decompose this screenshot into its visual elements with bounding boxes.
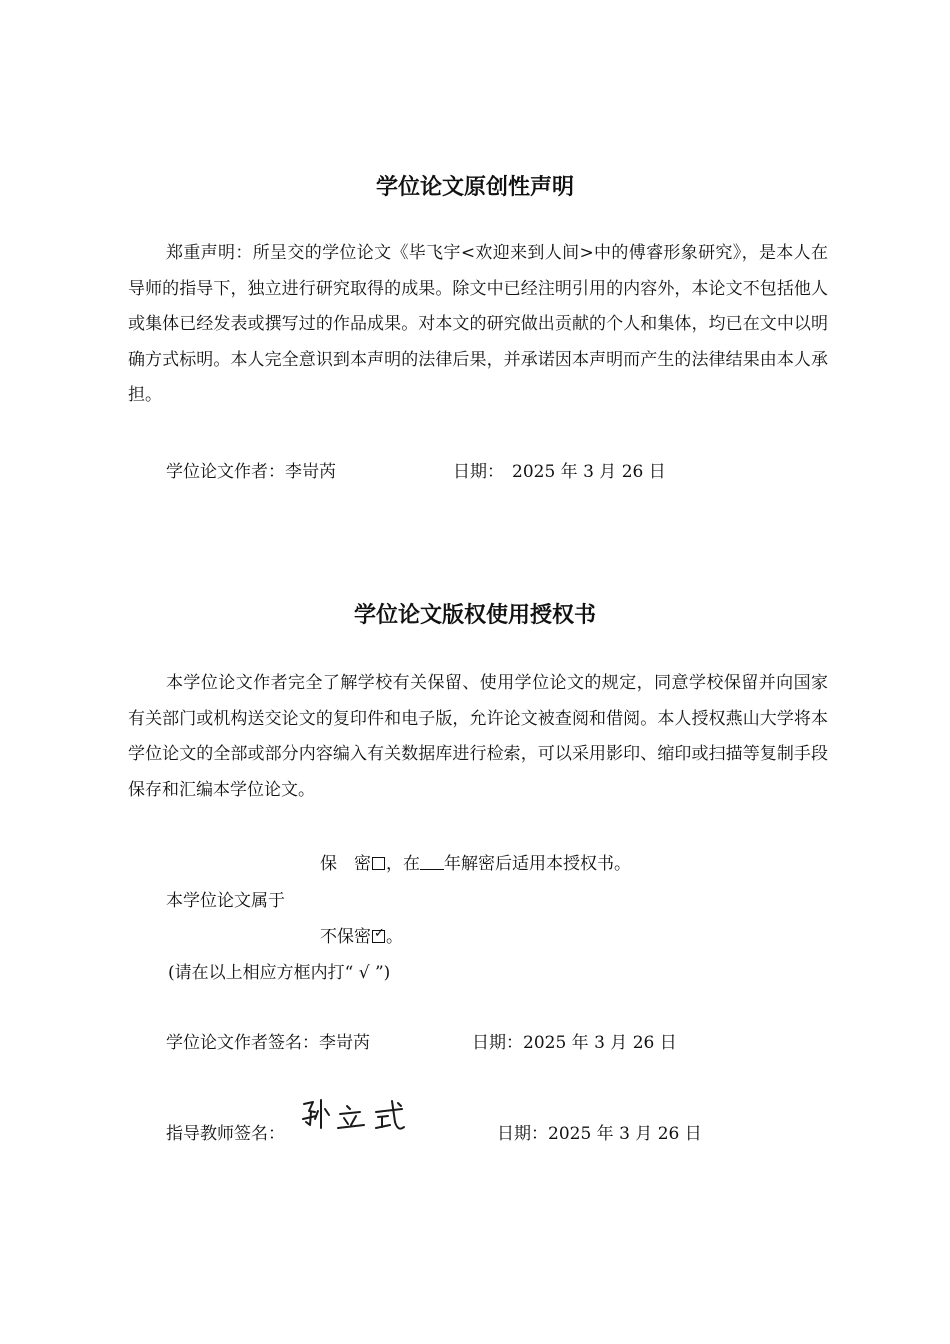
advisor-sign-label: 指导教师签名：: [166, 1124, 285, 1144]
advisor-date-value: 2025 年 3 月 26 日: [548, 1124, 702, 1144]
not-secret-option-suffix: 。: [386, 927, 403, 947]
declaration-title: 学位论文原创性声明: [375, 175, 574, 200]
declaration-author-label: 学位论文作者：: [166, 462, 285, 482]
secret-checkbox[interactable]: [372, 857, 385, 870]
secret-option-label: 保 密: [320, 854, 371, 874]
declaration-date-value: 2025 年 3 月 26 日: [512, 462, 666, 482]
secret-years-blank[interactable]: [420, 855, 444, 870]
secret-option-middle: ，在: [386, 854, 420, 874]
declaration-date-line: [453, 457, 666, 482]
not-secret-option-label: 不保密: [320, 927, 371, 947]
authorization-body: 本学位论文作者完全了解学校有关保留、使用学位论文的规定，同意学校保留并向国家有关部门或机构送交论文的复印件和电子版，允许论文被查阅和借阅。本人授权燕山大学将本学位论文的全部或部分内容编入有关数据库进行检索，可以采用影印、缩印或扫描等复制手段保存和汇编本学位论文。: [128, 673, 828, 800]
secret-option-line: [320, 849, 631, 874]
declaration-date-label: 日期：: [453, 462, 504, 482]
advisor-handwritten-signature: [298, 1095, 408, 1141]
secret-option-suffix: 年解密后适用本授权书。: [444, 854, 631, 874]
check-instruction: (请在以上相应方框内打“ √ ”): [168, 963, 391, 983]
author-date-value: 2025 年 3 月 26 日: [523, 1033, 677, 1053]
declaration-body: 郑重声明：所呈交的学位论文《毕飞宇<欢迎来到人间>中的傅睿形象研究》，是本人在导师的指导下，独立进行研究取得的成果。除文中已经注明引用的内容外，本论文不包括他人或集体已经发表或撰写过的作品成果。对本文的研究做出贡献的个人和集体，均已在文中以明确方式标明。本人完全意识到本声明的法律后果，并承诺因本声明而产生的法律结果由本人承担。: [128, 243, 828, 405]
author-sign-name: 李岢芮: [319, 1033, 370, 1053]
advisor-date-line: [497, 1119, 702, 1144]
declaration-author-line: [166, 457, 336, 482]
author-date-line: [472, 1028, 677, 1053]
advisor-date-label: 日期：: [497, 1124, 548, 1144]
not-secret-option-line: [320, 922, 403, 947]
declaration-author-name: 李岢芮: [285, 462, 336, 482]
checkmark-icon: ✓: [374, 926, 385, 941]
author-date-label: 日期：: [472, 1033, 523, 1053]
belongs-label: 本学位论文属于: [166, 891, 285, 911]
author-sign-line: [166, 1028, 370, 1053]
author-sign-label: 学位论文作者签名：: [166, 1033, 319, 1053]
authorization-title: 学位论文版权使用授权书: [353, 603, 596, 628]
not-secret-checkbox[interactable]: [372, 926, 385, 943]
